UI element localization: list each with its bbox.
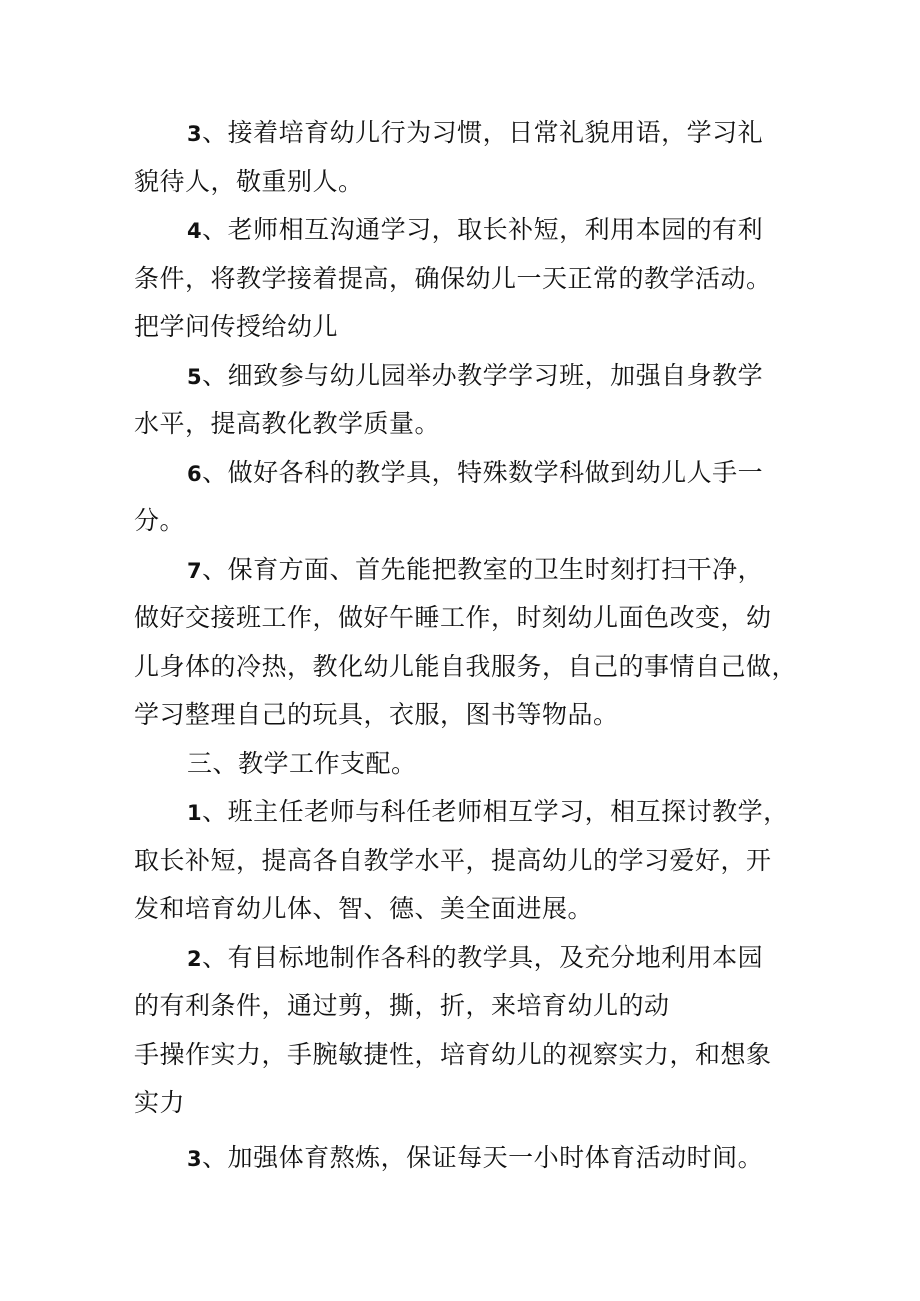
paragraph-line <box>134 891 593 927</box>
line-text: 把学问传授给幼儿 <box>134 312 339 341</box>
paragraph-line <box>134 164 364 200</box>
paragraph-line <box>134 1037 772 1073</box>
line-text: 手操作实力，手腕敏捷性，培育幼儿的视察实力，和想象 <box>134 1040 772 1069</box>
paragraph-line <box>134 503 185 539</box>
item-number: 7 <box>187 559 203 583</box>
paragraph-line <box>134 697 619 733</box>
line-text: 条件，将教学接着提高，确保幼儿一天正常的教学活动。 <box>134 264 772 293</box>
line-text: 、班主任老师与科任老师相互学习，相互探讨教学， <box>202 797 789 826</box>
item-number: 4 <box>187 219 203 243</box>
line-text: 貌待人，敬重别人。 <box>134 167 364 196</box>
paragraph-line <box>187 358 763 395</box>
paragraph-line <box>187 552 763 589</box>
line-text: 儿身体的冷热，教化幼儿能自我服务，自己的事情自己做， <box>134 652 798 681</box>
item-number: 3 <box>187 1147 203 1171</box>
item-number: 3 <box>187 122 203 146</box>
paragraph-line <box>187 940 763 977</box>
line-text: 、老师相互沟通学习，取长补短，利用本园的有利 <box>202 215 764 244</box>
paragraph-line <box>187 455 763 492</box>
paragraph-line <box>134 261 772 297</box>
item-number: 2 <box>187 947 203 971</box>
paragraph-line <box>187 115 763 152</box>
line-text: 、接着培育幼儿行为习惯，日常礼貌用语，学习礼 <box>202 118 764 147</box>
paragraph-line <box>134 406 440 442</box>
paragraph-line <box>134 309 338 345</box>
line-text: 、保育方面、首先能把教室的卫生时刻打扫干净， <box>202 555 764 584</box>
item-number: 1 <box>187 801 203 825</box>
line-text: 学习整理自己的玩具，衣服，图书等物品。 <box>134 700 619 729</box>
paragraph-line <box>134 600 772 636</box>
line-text: 实力 <box>134 1088 186 1117</box>
line-text: 的有利条件，通过剪，撕，折，来培育幼儿的动 <box>134 991 670 1020</box>
line-text: 、加强体育熬炼，保证每天一小时体育活动时间。 <box>202 1143 764 1172</box>
item-number: 6 <box>187 462 203 486</box>
line-text: 做好交接班工作，做好午睡工作，时刻幼儿面色改变，幼 <box>134 603 772 632</box>
line-text: 、细致参与幼儿园举办教学学习班，加强自身教学 <box>202 361 764 390</box>
paragraph-line <box>134 1085 185 1121</box>
paragraph-line <box>187 212 763 249</box>
line-text: 、做好各科的教学具，特殊数学科做到幼儿人手一 <box>202 458 764 487</box>
paragraph-line <box>134 649 797 685</box>
heading-text: 三、教学工作支配。 <box>187 749 417 778</box>
line-text: 水平，提高教化教学质量。 <box>134 409 441 438</box>
line-text: 分。 <box>134 506 186 535</box>
paragraph-line <box>134 843 772 879</box>
item-number: 5 <box>187 365 203 389</box>
line-text: 取长补短，提高各自教学水平，提高幼儿的学习爱好，开 <box>134 846 772 875</box>
line-text: 发和培育幼儿体、智、德、美全面进展。 <box>134 894 594 923</box>
section-heading <box>187 746 417 782</box>
paragraph-line <box>187 794 789 831</box>
paragraph-line <box>187 1140 763 1177</box>
line-text: 、有目标地制作各科的教学具，及充分地利用本园 <box>202 943 764 972</box>
paragraph-line <box>134 988 670 1024</box>
